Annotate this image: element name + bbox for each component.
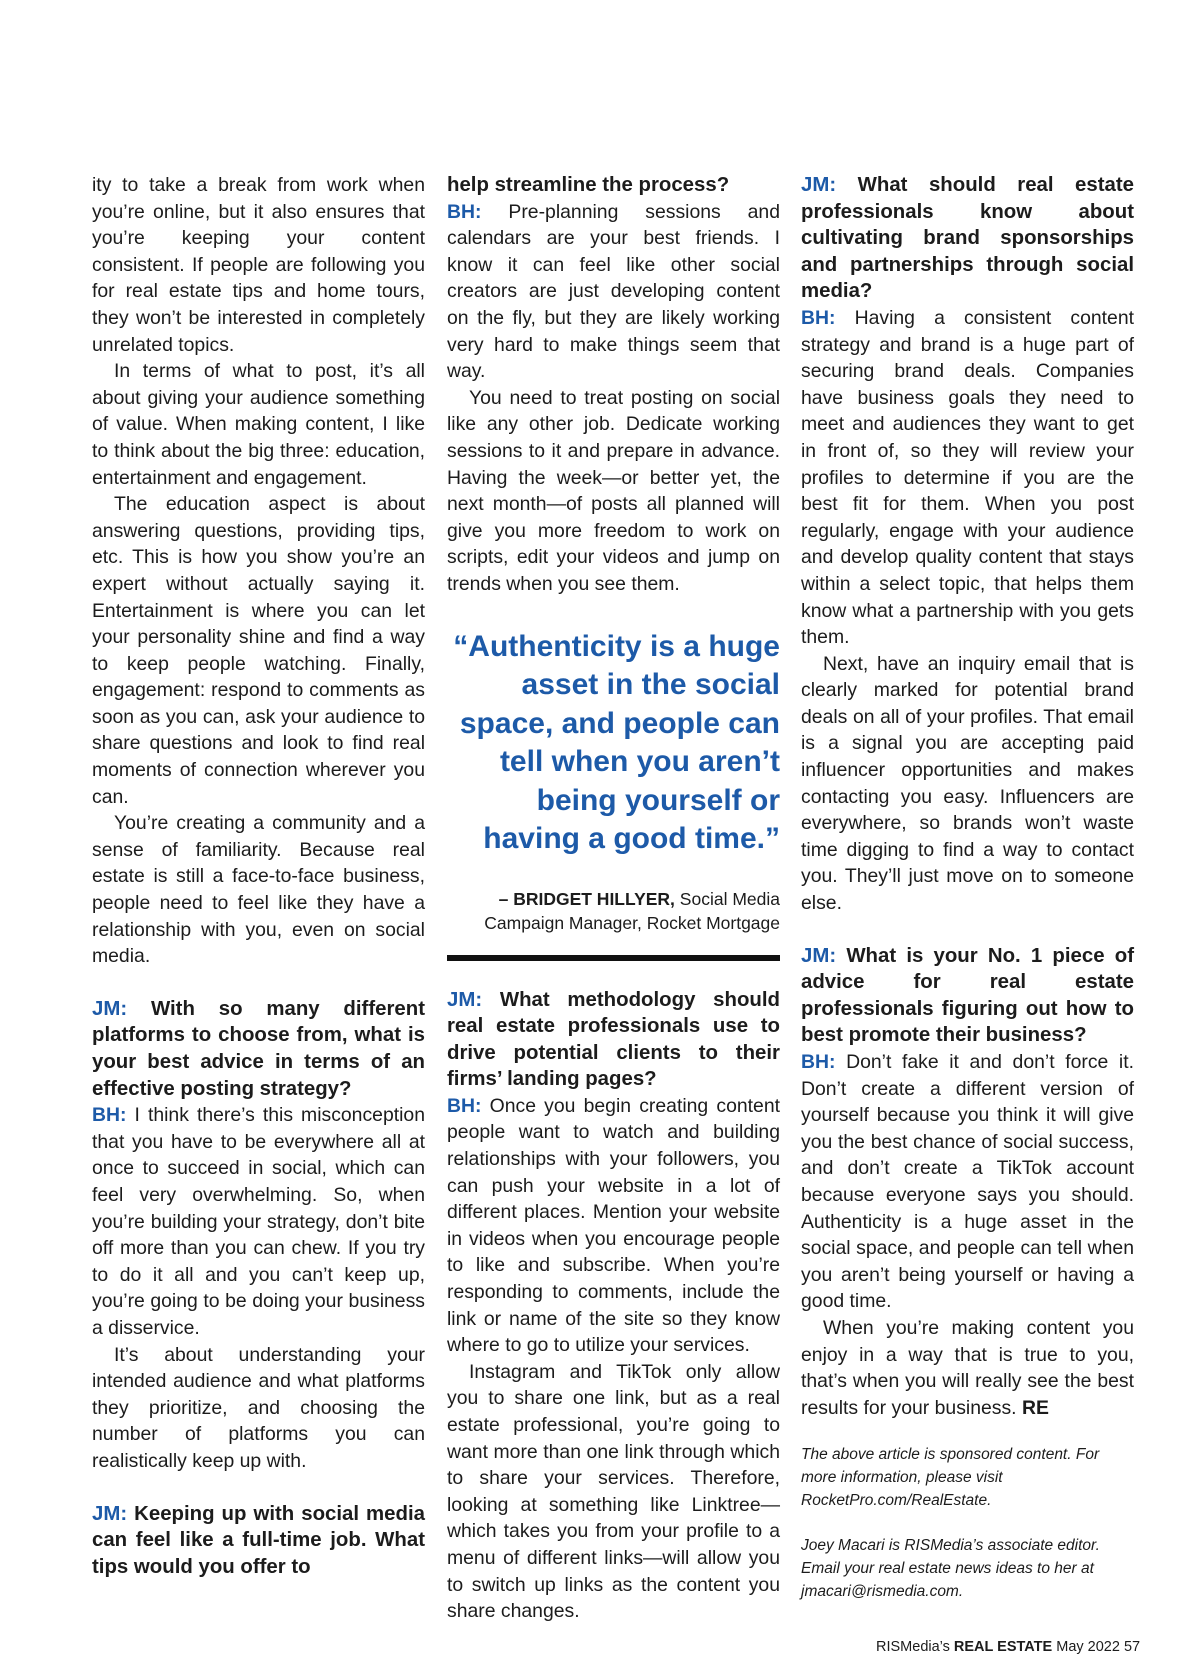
body-paragraph: You’re creating a community and a sense of familiarity. Because real estate is still a face-to-face business, people need to feel like they have a relationship with you, even on social media. bbox=[92, 812, 425, 968]
pull-quote: “Authenticity is a huge asset in the social space, and people can tell when you aren’t being yourself or having a good time.” bbox=[453, 629, 780, 855]
sponsor-note: The above article is sponsored content. For more information, please visit RocketPro.com/RealEstate. bbox=[801, 1446, 1100, 1510]
interviewer-initials: JM: bbox=[801, 174, 837, 196]
question-text: With so many different platforms to choose from, what is your best advice in terms of an effective posting strategy? bbox=[92, 997, 425, 1100]
body-paragraph: In terms of what to post, it’s all about giving your audience something of value. When making content, I like to think about the big three: education, entertainment and engagement. bbox=[92, 360, 425, 489]
pull-quote-rule bbox=[447, 955, 780, 961]
footer-magazine: REAL ESTATE bbox=[953, 1639, 1053, 1655]
interviewee-initials: BH: bbox=[801, 306, 836, 329]
interview-answer bbox=[447, 199, 780, 385]
body-paragraph: ity to take a break from work when you’re online, but it also ensures that you’re keeping your content consistent. If people are following you for real estate tips and home tours, they won’t be interested in completely unrelated topics. bbox=[92, 174, 425, 356]
footer-publication: RISMedia’s bbox=[876, 1639, 950, 1655]
interview-question bbox=[801, 943, 1134, 1049]
closing-text: When you’re making content you enjoy in a way that is true to you, that’s when you will really see the best results for your business. bbox=[801, 1316, 1134, 1419]
interviewee-initials: BH: bbox=[801, 1051, 836, 1073]
article-column-2 bbox=[447, 172, 780, 1625]
body-paragraph: Instagram and TikTok only allow you to share one link, but as a real estate professional, you’re going to want more than one link through which to share your services. Therefore, looking at something like Linktree—which takes you from your profile to a menu of different links—will allow you to switch up links as the content you share changes. bbox=[447, 1360, 780, 1623]
article-column-3 bbox=[801, 172, 1134, 1603]
interview-answer bbox=[801, 1049, 1134, 1315]
question-text: What methodology should real estate professionals use to drive potential clients to their firms’ landing pages? bbox=[447, 988, 780, 1091]
interviewee-initials: BH: bbox=[447, 1094, 482, 1117]
interviewer-initials: JM: bbox=[92, 1502, 128, 1525]
page-footer bbox=[876, 1638, 1140, 1656]
body-paragraph bbox=[801, 1315, 1134, 1421]
body-paragraph: The education aspect is about answering questions, providing tips, etc. This is how you show you’re an expert without actually saying it. Entertainment is where you can let your personality shine and find a way to keep people watching. Finally, engagement: respond to comments as soon as you can, ask your audience to share questions and look to find real moments of connection wherever you can. bbox=[92, 493, 425, 808]
article-column-1 bbox=[92, 172, 425, 1580]
interview-question bbox=[92, 996, 425, 1102]
interview-question bbox=[801, 172, 1134, 305]
end-mark: RE bbox=[1021, 1396, 1049, 1419]
page-number: 57 bbox=[1123, 1639, 1141, 1655]
interviewee-initials: BH: bbox=[447, 200, 482, 223]
interviewer-initials: JM: bbox=[447, 988, 483, 1011]
pull-quote-attribution bbox=[447, 887, 780, 935]
interview-answer bbox=[447, 1093, 780, 1359]
body-paragraph: You need to treat posting on social like any other job. Dedicate working sessions to it and prepare in advance. Having the week—or better yet, the next month—of posts all planned will give you more freedom to work on scripts, edit your videos and jump on trends when you see them. bbox=[447, 386, 780, 595]
interviewer-initials: JM: bbox=[801, 944, 837, 967]
pull-quote-block bbox=[447, 628, 780, 961]
question-text: What is your No. 1 piece of advice for real estate professionals figuring out how to best promote their business? bbox=[801, 944, 1134, 1047]
author-note: Joey Macari is RISMedia’s associate editor. Email your real estate news ideas to her at jmacari@rismedia.com. bbox=[801, 1537, 1100, 1601]
answer-text: Don’t fake it and don’t force it. Don’t create a different version of yourself because you think it will give you the best chance of social success, and don’t create a TikTok account because everyone says you should. Authenticity is a huge asset in the social space, and people can tell when you aren’t being yourself or having a good time. bbox=[801, 1051, 1135, 1313]
footer-issue: May 2022 bbox=[1056, 1639, 1120, 1655]
answer-text: Pre-planning sessions and calendars are your best friends. I know it can feel like other social creators are just developing content on the fly, but they are likely working very hard to make things seem that way. bbox=[447, 200, 781, 383]
interview-answer bbox=[92, 1102, 425, 1341]
attribution-name: – BRIDGET HILLYER, bbox=[498, 888, 675, 909]
body-paragraph: It’s about understanding your intended audience and what platforms they prioritize, and choosing the number of platforms you can realistically keep up with. bbox=[92, 1343, 425, 1472]
attribution-title: Social Media Campaign Manager, Rocket Mortgage bbox=[484, 888, 780, 933]
question-text: What should real estate professionals know about cultivating brand sponsorships and partnerships through social media? bbox=[801, 174, 1134, 303]
answer-text: I think there’s this misconception that you have to be everywhere all at once to succeed in social, which can feel very overwhelming. So, when you’re building your strategy, don’t bite off more than you can chew. If you try to do it all and you can’t keep up, you’re going to be doing your business a disservice. bbox=[92, 1104, 425, 1339]
interview-answer bbox=[801, 305, 1134, 651]
interview-question bbox=[447, 987, 780, 1093]
question-text: Keeping up with social media can feel like a full-time job. What tips would you offer to bbox=[92, 1502, 425, 1578]
answer-text: Having a consistent content strategy and brand is a huge part of securing brand deals. Companies have business goals they need to meet and audiences they want to get in front of, so they will review your profiles to determine if you are the best fit for them. When you post regularly, engage with your audience and develop quality content that stays within a select topic, that helps them know what a partnership with you gets them. bbox=[801, 306, 1135, 649]
answer-text: Once you begin creating content people want to watch and building relationships with your followers, you can push your website in a lot of different places. Mention your website in videos when you encourage people to like and subscribe. When you’re responding to comments, include the link or name of the site so they know where to go to utilize your services. bbox=[447, 1094, 781, 1357]
interview-question bbox=[92, 1501, 425, 1581]
interviewer-initials: JM: bbox=[92, 997, 128, 1020]
body-paragraph: Next, have an inquiry email that is clearly marked for potential brand deals on all of your profiles. That email is a signal you are accepting paid influencer opportunities and makes contacting you easy. Influencers are everywhere, so brands won’t waste time digging to find a way to contact you. They’ll just move on to someone else. bbox=[801, 652, 1134, 915]
question-continuation: help streamline the process? bbox=[447, 174, 730, 196]
interviewee-initials: BH: bbox=[92, 1104, 127, 1127]
